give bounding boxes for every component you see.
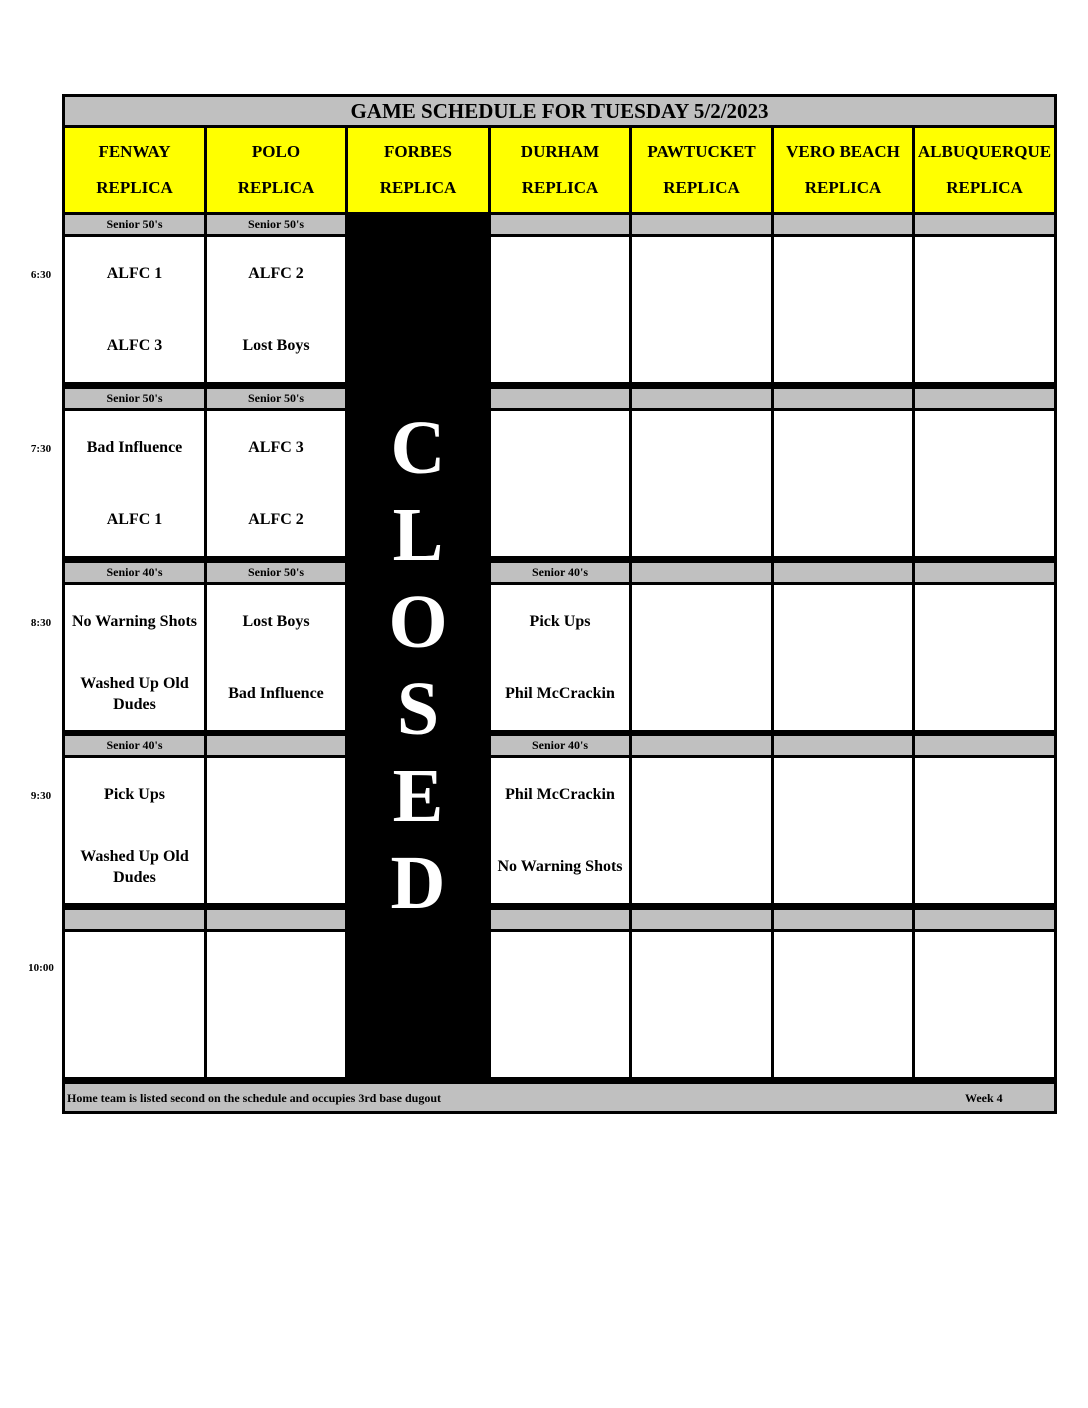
game-cell <box>774 411 912 556</box>
game-cell <box>915 411 1054 556</box>
home-team <box>915 484 1054 557</box>
game-cell <box>65 932 204 1077</box>
away-team: ALFC 2 <box>248 264 304 282</box>
game-cell <box>774 758 912 903</box>
away-team: Phil McCrackin <box>505 785 615 803</box>
field-header <box>207 128 345 212</box>
field-subtitle: REPLICA <box>663 178 740 197</box>
game-cell <box>65 411 204 556</box>
field-header <box>491 128 629 212</box>
home-team <box>207 1005 345 1078</box>
field-name: FENWAY <box>98 142 171 161</box>
game-cell <box>491 932 629 1077</box>
home-team <box>491 310 629 383</box>
time-label: 6:30 <box>30 269 52 281</box>
field-header <box>348 128 488 212</box>
away-team <box>774 411 912 484</box>
game-cell <box>915 758 1054 903</box>
closed-letter: S <box>396 667 440 751</box>
home-team: ALFC 3 <box>106 337 163 355</box>
home-team <box>915 658 1054 731</box>
division-label <box>207 736 345 755</box>
away-team: Pick Ups <box>104 785 165 803</box>
division-label <box>915 215 1054 234</box>
game-cell <box>65 758 204 903</box>
division-label: Senior 50's <box>207 389 345 408</box>
division-label <box>915 389 1054 408</box>
schedule-title: GAME SCHEDULE FOR TUESDAY 5/2/2023 <box>65 97 1054 125</box>
away-team <box>65 932 204 1005</box>
away-team <box>774 932 912 1005</box>
field-subtitle: REPLICA <box>804 178 882 197</box>
closed-letter: D <box>390 841 446 925</box>
home-team: Bad Influence <box>228 685 324 703</box>
game-cell <box>774 585 912 730</box>
game-cell <box>915 932 1054 1077</box>
home-team <box>632 831 771 904</box>
away-team <box>774 237 912 310</box>
home-team <box>774 484 912 557</box>
division-label <box>632 389 771 408</box>
division-label <box>65 910 204 929</box>
game-cell <box>632 237 771 382</box>
home-team: Washed Up Old Dudes <box>80 847 189 886</box>
away-team: ALFC 3 <box>248 438 304 456</box>
home-team <box>632 658 771 731</box>
away-team: No Warning Shots <box>71 612 198 630</box>
game-cell <box>207 585 345 730</box>
home-team <box>65 1005 204 1078</box>
division-label <box>774 389 912 408</box>
field-subtitle: REPLICA <box>96 178 173 197</box>
closed-letter: O <box>388 580 448 664</box>
closed-letter: L <box>392 493 444 577</box>
away-team: Lost Boys <box>242 612 310 630</box>
home-team <box>915 831 1054 904</box>
field-subtitle: REPLICA <box>237 178 315 197</box>
field-header <box>632 128 771 212</box>
division-label <box>774 563 912 582</box>
home-team: Washed Up Old Dudes <box>80 674 189 713</box>
footer-note: Home team is listed second on the schedule and occupies 3rd base dugout <box>67 1091 442 1105</box>
away-team <box>915 932 1054 1005</box>
time-label: 7:30 <box>30 443 52 455</box>
home-team <box>774 1005 912 1078</box>
home-team <box>632 484 771 557</box>
division-label <box>632 910 771 929</box>
game-cell <box>207 758 345 903</box>
home-team: Lost Boys <box>242 337 310 355</box>
division-label <box>491 215 629 234</box>
field-name: FORBES <box>383 142 453 161</box>
home-team: ALFC 2 <box>248 511 304 529</box>
game-cell <box>491 237 629 382</box>
away-team <box>915 411 1054 484</box>
closed-banner <box>348 405 488 927</box>
away-team <box>632 585 771 658</box>
away-team: ALFC 1 <box>106 264 163 282</box>
division-label <box>774 215 912 234</box>
game-cell <box>65 237 204 382</box>
away-team: Pick Ups <box>529 612 591 630</box>
home-team <box>915 310 1054 383</box>
game-cell <box>774 237 912 382</box>
division-label <box>491 910 629 929</box>
field-subtitle: REPLICA <box>946 178 1023 197</box>
home-team: Phil McCrackin <box>505 685 615 703</box>
division-label: Senior 50's <box>207 215 345 234</box>
away-team <box>632 758 771 831</box>
division-label <box>632 215 771 234</box>
away-team <box>207 932 345 1005</box>
field-header <box>774 128 912 212</box>
away-team: Bad Influence <box>86 438 183 456</box>
division-label <box>915 736 1054 755</box>
home-team <box>207 831 345 904</box>
game-cell <box>915 585 1054 730</box>
game-cell <box>632 932 771 1077</box>
game-cell <box>774 932 912 1077</box>
division-label: Senior 40's <box>65 563 204 582</box>
time-label: 9:30 <box>30 790 52 802</box>
home-team <box>632 1005 771 1078</box>
game-cell <box>491 758 629 903</box>
closed-letter: C <box>390 406 446 490</box>
division-label: Senior 50's <box>65 215 204 234</box>
division-label: Senior 50's <box>65 389 204 408</box>
division-label: Senior 40's <box>65 736 204 755</box>
field-subtitle: REPLICA <box>379 178 457 197</box>
away-team <box>774 758 912 831</box>
game-cell <box>632 585 771 730</box>
field-header <box>65 128 204 212</box>
away-team <box>632 237 771 310</box>
home-team <box>915 1005 1054 1078</box>
game-cell <box>207 932 345 1077</box>
field-name: DURHAM <box>520 142 600 161</box>
week-label: Week 4 <box>965 1091 1003 1105</box>
home-team: ALFC 1 <box>106 511 163 529</box>
away-team <box>774 585 912 658</box>
game-cell <box>632 758 771 903</box>
away-team <box>915 585 1054 658</box>
home-team <box>491 484 629 557</box>
field-name: PAWTUCKET <box>647 142 756 161</box>
field-name: POLO <box>251 142 301 161</box>
game-cell <box>65 585 204 730</box>
away-team <box>491 932 629 1005</box>
division-label <box>774 910 912 929</box>
division-label <box>915 910 1054 929</box>
closed-letter: E <box>392 754 444 838</box>
home-team <box>632 310 771 383</box>
division-label <box>632 563 771 582</box>
time-label: 10:00 <box>28 962 54 974</box>
away-team <box>491 411 629 484</box>
division-label <box>207 910 345 929</box>
game-cell <box>207 411 345 556</box>
field-subtitle: REPLICA <box>521 178 599 197</box>
field-name: ALBUQUERQUE <box>917 142 1052 161</box>
home-team: No Warning Shots <box>497 858 623 876</box>
game-cell <box>491 585 629 730</box>
away-team <box>632 932 771 1005</box>
game-cell <box>207 237 345 382</box>
home-team <box>491 1005 629 1078</box>
division-label <box>632 736 771 755</box>
division-label: Senior 50's <box>207 563 345 582</box>
home-team <box>774 831 912 904</box>
division-label: Senior 40's <box>491 563 629 582</box>
away-team <box>632 411 771 484</box>
division-label <box>774 736 912 755</box>
division-label: Senior 40's <box>491 736 629 755</box>
game-cell <box>632 411 771 556</box>
field-header <box>915 128 1054 212</box>
time-label: 8:30 <box>30 617 52 629</box>
division-label <box>915 563 1054 582</box>
schedule-footer <box>65 1084 1054 1111</box>
game-cell <box>915 237 1054 382</box>
game-cell <box>491 411 629 556</box>
away-team <box>915 758 1054 831</box>
field-name: VERO BEACH <box>786 142 900 161</box>
away-team <box>491 237 629 310</box>
away-team <box>915 237 1054 310</box>
division-label <box>491 389 629 408</box>
home-team <box>774 658 912 731</box>
away-team <box>207 758 345 831</box>
home-team <box>774 310 912 383</box>
